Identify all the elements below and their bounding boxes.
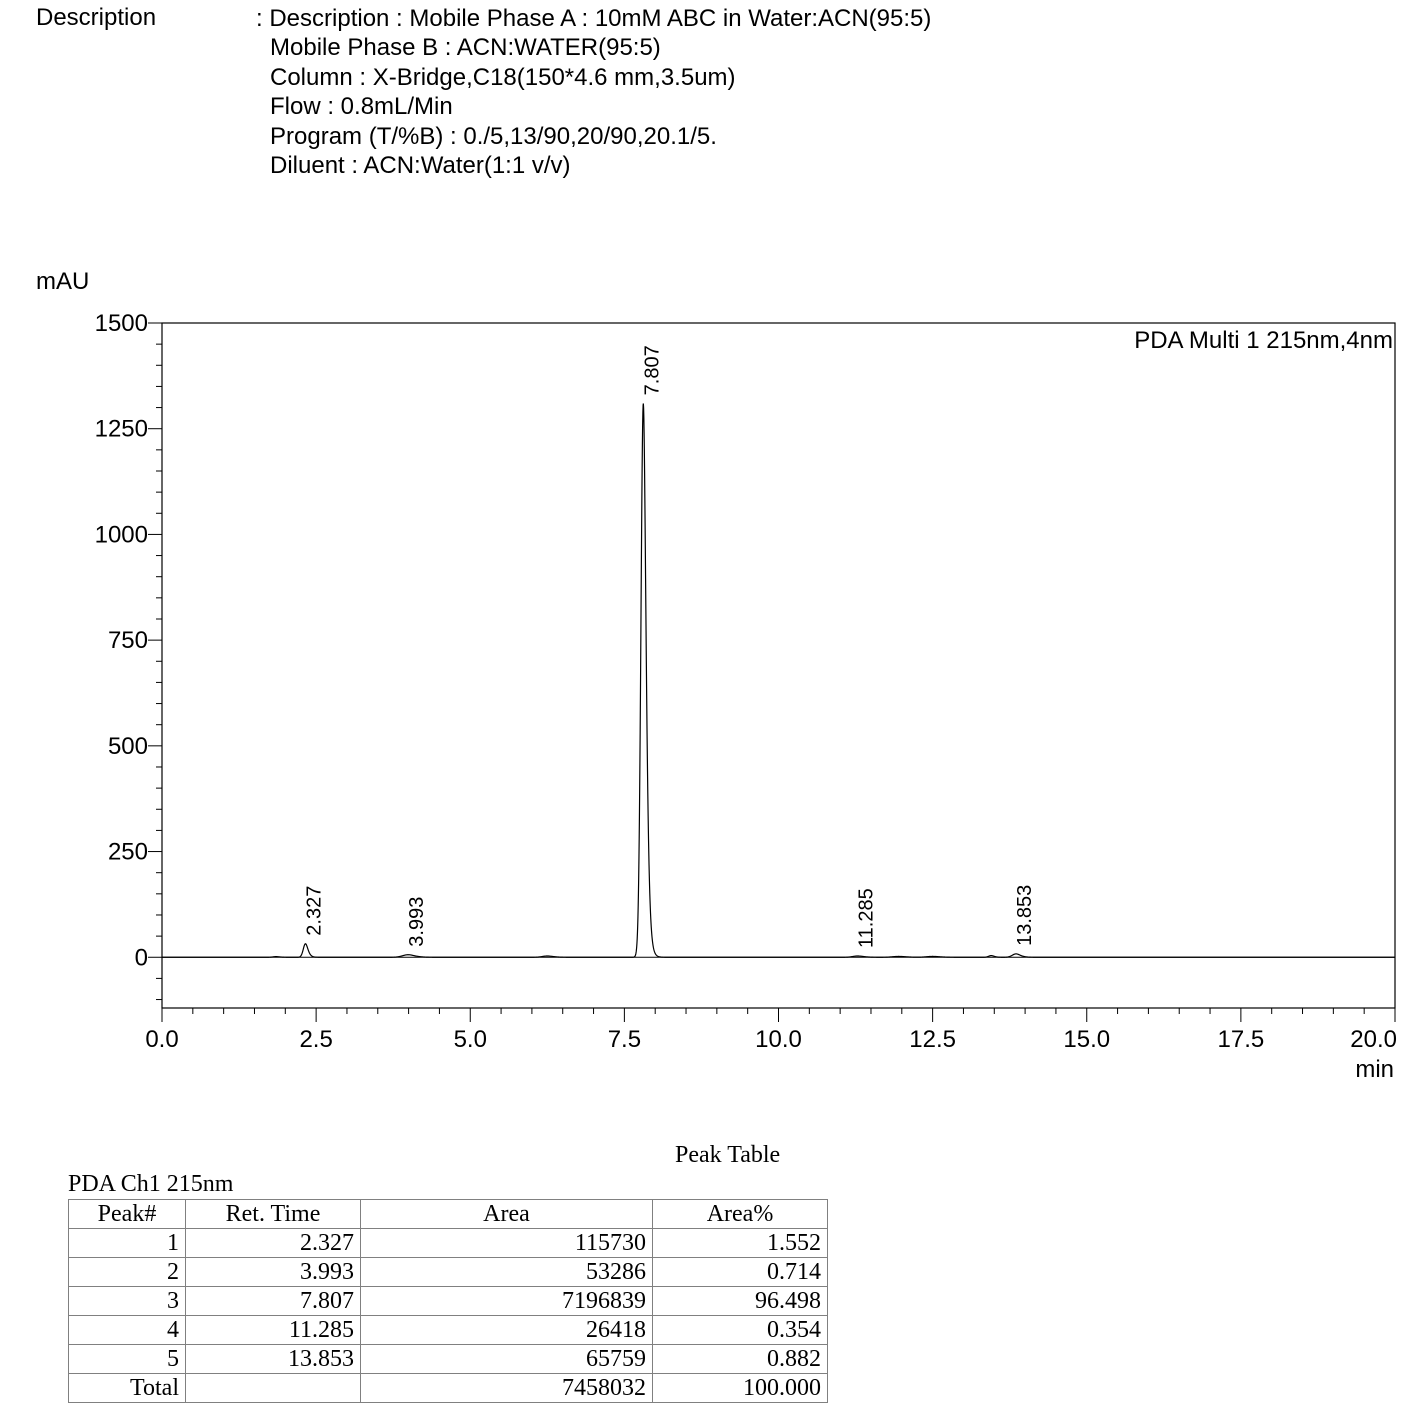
col-header-area-percent: Area% [653, 1200, 828, 1229]
y-tick-label: 0 [134, 944, 148, 972]
table-row [69, 1258, 828, 1287]
table-row [69, 1287, 828, 1316]
peak-table-channel: PDA Ch1 215nm [68, 1171, 234, 1197]
peak-table-title: Peak Table [675, 1142, 781, 1168]
description-line-2: Mobile Phase B : ACN:WATER(95:5) [270, 34, 661, 62]
col-header-ret-time: Ret. Time [186, 1200, 361, 1229]
description-label: Description [36, 4, 157, 31]
col-header-area: Area [361, 1200, 653, 1229]
peak-table-header [69, 1200, 828, 1229]
cell-ret-time: 2.327 [186, 1229, 361, 1258]
cell-peak: 1 [69, 1229, 186, 1258]
y-axis-label: mAU [36, 268, 90, 295]
peak-label: 3.993 [406, 896, 429, 947]
cell-total-area-percent: 100.000 [653, 1374, 828, 1403]
description-line-5: Program (T/%B) : 0./5,13/90,20/90,20.1/5. [270, 122, 717, 150]
x-tick-label: 17.5 [1217, 1026, 1265, 1053]
cell-area-percent: 0.882 [653, 1345, 828, 1374]
cell-area: 65759 [361, 1345, 653, 1374]
cell-area: 26418 [361, 1316, 653, 1345]
cell-area-percent: 0.354 [653, 1316, 828, 1345]
cell-peak: 2 [69, 1258, 186, 1287]
channel-annotation: PDA Multi 1 215nm,4nm [1134, 327, 1393, 354]
x-tick-label: 12.5 [909, 1026, 956, 1053]
cell-total-ret-time [186, 1374, 361, 1403]
description-line-3: Column : X-Bridge,C18(150*4.6 mm,3.5um) [270, 63, 736, 91]
description-line-4: Flow : 0.8mL/Min [270, 93, 453, 121]
table-total-row [69, 1374, 828, 1403]
y-tick-label: 500 [107, 732, 148, 760]
peak-table [68, 1199, 828, 1403]
y-tick-label: 750 [107, 627, 148, 655]
table-row [69, 1229, 828, 1258]
cell-ret-time: 3.993 [186, 1258, 361, 1287]
col-header-peak: Peak# [69, 1200, 186, 1229]
table-row [69, 1316, 828, 1345]
y-tick-label: 1250 [94, 415, 148, 443]
cell-total-area: 7458032 [361, 1374, 653, 1403]
cell-peak: 3 [69, 1287, 186, 1316]
cell-area: 115730 [361, 1229, 653, 1258]
x-tick-label: 20.0 [1350, 1026, 1397, 1053]
x-tick-label: 15.0 [1063, 1026, 1111, 1053]
plot-frame [162, 323, 1395, 1008]
x-tick-label: 5.0 [453, 1026, 487, 1053]
cell-peak: 5 [69, 1345, 186, 1374]
x-tick-label: 10.0 [755, 1026, 802, 1053]
cell-area: 53286 [361, 1258, 653, 1287]
y-tick-label: 250 [107, 838, 148, 866]
cell-area-percent: 96.498 [653, 1287, 828, 1316]
x-axis-label: min [1355, 1056, 1394, 1083]
x-tick-label: 2.5 [299, 1026, 333, 1053]
table-row [69, 1345, 828, 1374]
y-tick-label: 1000 [94, 521, 148, 549]
description-line-6: Diluent : ACN:Water(1:1 v/v) [270, 152, 571, 180]
cell-peak: 4 [69, 1316, 186, 1345]
peak-label: 11.285 [855, 888, 878, 948]
cell-ret-time: 13.853 [186, 1345, 361, 1374]
cell-area: 7196839 [361, 1287, 653, 1316]
cell-ret-time: 7.807 [186, 1287, 361, 1316]
peak-label: 13.853 [1014, 884, 1037, 946]
x-tick-label: 0.0 [145, 1026, 179, 1053]
y-tick-label: 1500 [94, 310, 148, 337]
x-tick-label: 7.5 [607, 1026, 642, 1053]
peak-label: 2.327 [303, 885, 326, 936]
cell-area-percent: 0.714 [653, 1258, 828, 1287]
cell-ret-time: 11.285 [186, 1316, 361, 1345]
cell-area-percent: 1.552 [653, 1229, 828, 1258]
cell-total-label: Total [69, 1374, 186, 1403]
signal-trace [162, 404, 1395, 958]
description-line-1: : Description : Mobile Phase A : 10mM ABC in Water:ACN(95:5) [256, 5, 932, 32]
peak-label: 7.807 [641, 345, 664, 396]
